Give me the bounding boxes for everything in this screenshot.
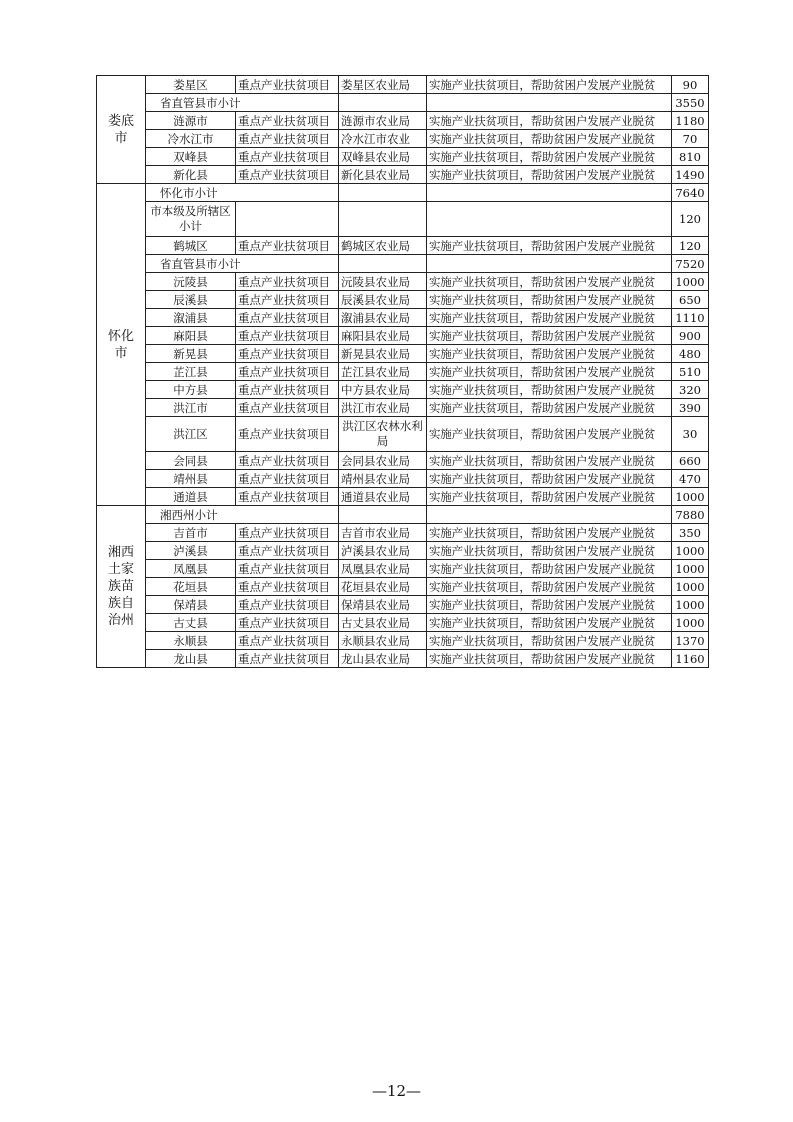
unit-cell bbox=[339, 94, 427, 112]
county-cell: 古丈县 bbox=[146, 614, 236, 632]
project-cell: 重点产业扶贫项目 bbox=[236, 309, 339, 327]
amount-cell: 650 bbox=[672, 291, 709, 309]
amount-cell: 470 bbox=[672, 470, 709, 488]
content-cell: 实施产业扶贫项目，帮助贫困户发展产业脱贫 bbox=[427, 273, 672, 291]
amount-cell: 480 bbox=[672, 345, 709, 363]
content-cell: 实施产业扶贫项目，帮助贫困户发展产业脱贫 bbox=[427, 291, 672, 309]
amount-cell: 30 bbox=[672, 417, 709, 452]
amount-cell: 1000 bbox=[672, 560, 709, 578]
amount-cell: 90 bbox=[672, 76, 709, 94]
amount-cell: 1000 bbox=[672, 273, 709, 291]
amount-cell: 810 bbox=[672, 148, 709, 166]
county-cell: 涟源市 bbox=[146, 112, 236, 130]
unit-cell: 麻阳县农业局 bbox=[339, 327, 427, 345]
project-cell: 重点产业扶贫项目 bbox=[236, 399, 339, 417]
table-row bbox=[97, 148, 709, 166]
content-cell: 实施产业扶贫项目，帮助贫困户发展产业脱贫 bbox=[427, 452, 672, 470]
unit-cell: 鹤城区农业局 bbox=[339, 237, 427, 255]
amount-cell: 7520 bbox=[672, 255, 709, 273]
amount-cell: 320 bbox=[672, 381, 709, 399]
amount-cell: 1000 bbox=[672, 614, 709, 632]
project-cell: 重点产业扶贫项目 bbox=[236, 381, 339, 399]
table-row bbox=[97, 345, 709, 363]
table-row bbox=[97, 614, 709, 632]
amount-cell: 120 bbox=[672, 237, 709, 255]
project-cell: 重点产业扶贫项目 bbox=[236, 560, 339, 578]
unit-cell: 溆浦县农业局 bbox=[339, 309, 427, 327]
amount-cell: 1000 bbox=[672, 488, 709, 506]
table-row bbox=[97, 237, 709, 255]
amount-cell: 1160 bbox=[672, 650, 709, 668]
unit-cell: 洪江区农林水利局 bbox=[339, 417, 427, 452]
table-row bbox=[97, 542, 709, 560]
table-row bbox=[97, 291, 709, 309]
county-cell: 保靖县 bbox=[146, 596, 236, 614]
project-cell: 重点产业扶贫项目 bbox=[236, 542, 339, 560]
table-row bbox=[97, 166, 709, 184]
project-cell: 重点产业扶贫项目 bbox=[236, 130, 339, 148]
subtotal-row bbox=[97, 255, 709, 273]
amount-cell: 660 bbox=[672, 452, 709, 470]
content-cell: 实施产业扶贫项目，帮助贫困户发展产业脱贫 bbox=[427, 470, 672, 488]
unit-cell bbox=[339, 202, 427, 237]
amount-cell: 1180 bbox=[672, 112, 709, 130]
unit-cell: 双峰县农业局 bbox=[339, 148, 427, 166]
table-row bbox=[97, 632, 709, 650]
unit-cell: 永顺县农业局 bbox=[339, 632, 427, 650]
content-cell: 实施产业扶贫项目，帮助贫困户发展产业脱贫 bbox=[427, 650, 672, 668]
unit-cell: 龙山县农业局 bbox=[339, 650, 427, 668]
subtotal-label: 湘西州小计 bbox=[146, 506, 339, 524]
content-cell: 实施产业扶贫项目，帮助贫困户发展产业脱贫 bbox=[427, 363, 672, 381]
county-cell: 溆浦县 bbox=[146, 309, 236, 327]
amount-cell: 350 bbox=[672, 524, 709, 542]
amount-cell: 1370 bbox=[672, 632, 709, 650]
table-row bbox=[97, 399, 709, 417]
amount-cell: 1000 bbox=[672, 578, 709, 596]
content-cell: 实施产业扶贫项目，帮助贫困户发展产业脱贫 bbox=[427, 596, 672, 614]
content-cell: 实施产业扶贫项目，帮助贫困户发展产业脱贫 bbox=[427, 309, 672, 327]
county-cell: 新晃县 bbox=[146, 345, 236, 363]
amount-cell: 120 bbox=[672, 202, 709, 237]
unit-cell: 涟源市农业局 bbox=[339, 112, 427, 130]
unit-cell: 凤凰县农业局 bbox=[339, 560, 427, 578]
county-cell: 沅陵县 bbox=[146, 273, 236, 291]
project-cell: 重点产业扶贫项目 bbox=[236, 614, 339, 632]
project-cell: 重点产业扶贫项目 bbox=[236, 452, 339, 470]
content-cell bbox=[427, 255, 672, 273]
content-cell: 实施产业扶贫项目，帮助贫困户发展产业脱贫 bbox=[427, 399, 672, 417]
county-cell: 龙山县 bbox=[146, 650, 236, 668]
table-row bbox=[97, 112, 709, 130]
amount-cell: 1110 bbox=[672, 309, 709, 327]
county-cell: 麻阳县 bbox=[146, 327, 236, 345]
project-cell: 重点产业扶贫项目 bbox=[236, 291, 339, 309]
project-cell bbox=[236, 202, 339, 237]
project-cell: 重点产业扶贫项目 bbox=[236, 524, 339, 542]
amount-cell: 7640 bbox=[672, 184, 709, 202]
content-cell: 实施产业扶贫项目，帮助贫困户发展产业脱贫 bbox=[427, 614, 672, 632]
unit-cell: 娄星区农业局 bbox=[339, 76, 427, 94]
table-row bbox=[97, 452, 709, 470]
county-cell: 中方县 bbox=[146, 381, 236, 399]
content-cell bbox=[427, 94, 672, 112]
page-number: —12— bbox=[371, 1082, 422, 1100]
content-cell: 实施产业扶贫项目，帮助贫困户发展产业脱贫 bbox=[427, 417, 672, 452]
amount-cell: 3550 bbox=[672, 94, 709, 112]
amount-cell: 70 bbox=[672, 130, 709, 148]
project-cell: 重点产业扶贫项目 bbox=[236, 112, 339, 130]
county-cell: 凤凰县 bbox=[146, 560, 236, 578]
unit-cell: 保靖县农业局 bbox=[339, 596, 427, 614]
content-cell: 实施产业扶贫项目，帮助贫困户发展产业脱贫 bbox=[427, 112, 672, 130]
unit-cell: 会同县农业局 bbox=[339, 452, 427, 470]
content-cell: 实施产业扶贫项目，帮助贫困户发展产业脱贫 bbox=[427, 560, 672, 578]
county-cell: 洪江市 bbox=[146, 399, 236, 417]
subtotal-label: 省直管县市小计 bbox=[146, 94, 339, 112]
content-cell bbox=[427, 202, 672, 237]
project-cell: 重点产业扶贫项目 bbox=[236, 596, 339, 614]
unit-cell bbox=[339, 184, 427, 202]
county-cell: 娄星区 bbox=[146, 76, 236, 94]
table-row bbox=[97, 596, 709, 614]
county-cell: 花垣县 bbox=[146, 578, 236, 596]
county-cell: 冷水江市 bbox=[146, 130, 236, 148]
county-cell: 洪江区 bbox=[146, 417, 236, 452]
content-cell bbox=[427, 506, 672, 524]
county-cell: 会同县 bbox=[146, 452, 236, 470]
project-cell: 重点产业扶贫项目 bbox=[236, 327, 339, 345]
content-cell bbox=[427, 184, 672, 202]
unit-cell: 辰溪县农业局 bbox=[339, 291, 427, 309]
county-cell: 双峰县 bbox=[146, 148, 236, 166]
county-cell: 新化县 bbox=[146, 166, 236, 184]
unit-cell: 泸溪县农业局 bbox=[339, 542, 427, 560]
unit-cell: 新化县农业局 bbox=[339, 166, 427, 184]
content-cell: 实施产业扶贫项目，帮助贫困户发展产业脱贫 bbox=[427, 76, 672, 94]
content-cell: 实施产业扶贫项目，帮助贫困户发展产业脱贫 bbox=[427, 166, 672, 184]
table-row bbox=[97, 578, 709, 596]
unit-cell: 芷江县农业局 bbox=[339, 363, 427, 381]
content-cell: 实施产业扶贫项目，帮助贫困户发展产业脱贫 bbox=[427, 148, 672, 166]
county-cell: 永顺县 bbox=[146, 632, 236, 650]
project-cell: 重点产业扶贫项目 bbox=[236, 148, 339, 166]
table-row bbox=[97, 130, 709, 148]
unit-cell bbox=[339, 506, 427, 524]
county-cell: 鹤城区 bbox=[146, 237, 236, 255]
table-row bbox=[97, 273, 709, 291]
amount-cell: 1000 bbox=[672, 542, 709, 560]
table-row bbox=[97, 470, 709, 488]
unit-cell: 新晃县农业局 bbox=[339, 345, 427, 363]
county-cell: 芷江县 bbox=[146, 363, 236, 381]
table-row bbox=[97, 202, 709, 237]
project-cell: 重点产业扶贫项目 bbox=[236, 273, 339, 291]
table-row bbox=[97, 650, 709, 668]
county-cell: 市本级及所辖区小计 bbox=[146, 202, 236, 237]
table-row bbox=[97, 417, 709, 452]
unit-cell: 冷水江市农业 bbox=[339, 130, 427, 148]
unit-cell: 花垣县农业局 bbox=[339, 578, 427, 596]
project-cell: 重点产业扶贫项目 bbox=[236, 632, 339, 650]
amount-cell: 1000 bbox=[672, 596, 709, 614]
table-row bbox=[97, 488, 709, 506]
allocation-table bbox=[96, 75, 709, 668]
amount-cell: 900 bbox=[672, 327, 709, 345]
subtotal-row bbox=[97, 184, 709, 202]
project-cell: 重点产业扶贫项目 bbox=[236, 417, 339, 452]
subtotal-label: 省直管县市小计 bbox=[146, 255, 339, 273]
county-cell: 辰溪县 bbox=[146, 291, 236, 309]
county-cell: 靖州县 bbox=[146, 470, 236, 488]
unit-cell: 中方县农业局 bbox=[339, 381, 427, 399]
county-cell: 泸溪县 bbox=[146, 542, 236, 560]
content-cell: 实施产业扶贫项目，帮助贫困户发展产业脱贫 bbox=[427, 381, 672, 399]
county-cell: 吉首市 bbox=[146, 524, 236, 542]
table-row bbox=[97, 309, 709, 327]
content-cell: 实施产业扶贫项目，帮助贫困户发展产业脱贫 bbox=[427, 524, 672, 542]
city-cell: 湘西土家族苗族自治州 bbox=[97, 506, 146, 668]
amount-cell: 7880 bbox=[672, 506, 709, 524]
project-cell: 重点产业扶贫项目 bbox=[236, 578, 339, 596]
project-cell: 重点产业扶贫项目 bbox=[236, 166, 339, 184]
unit-cell: 靖州县农业局 bbox=[339, 470, 427, 488]
content-cell: 实施产业扶贫项目，帮助贫困户发展产业脱贫 bbox=[427, 488, 672, 506]
project-cell: 重点产业扶贫项目 bbox=[236, 345, 339, 363]
amount-cell: 510 bbox=[672, 363, 709, 381]
table-row bbox=[97, 327, 709, 345]
project-cell: 重点产业扶贫项目 bbox=[236, 488, 339, 506]
content-cell: 实施产业扶贫项目，帮助贫困户发展产业脱贫 bbox=[427, 237, 672, 255]
unit-cell: 洪江市农业局 bbox=[339, 399, 427, 417]
unit-cell: 古丈县农业局 bbox=[339, 614, 427, 632]
content-cell: 实施产业扶贫项目，帮助贫困户发展产业脱贫 bbox=[427, 130, 672, 148]
table-row bbox=[97, 560, 709, 578]
city-cell: 怀化市 bbox=[97, 184, 146, 506]
content-cell: 实施产业扶贫项目，帮助贫困户发展产业脱贫 bbox=[427, 327, 672, 345]
unit-cell: 沅陵县农业局 bbox=[339, 273, 427, 291]
content-cell: 实施产业扶贫项目，帮助贫困户发展产业脱贫 bbox=[427, 578, 672, 596]
table-row bbox=[97, 363, 709, 381]
amount-cell: 390 bbox=[672, 399, 709, 417]
project-cell: 重点产业扶贫项目 bbox=[236, 76, 339, 94]
subtotal-label: 怀化市小计 bbox=[146, 184, 339, 202]
unit-cell bbox=[339, 255, 427, 273]
project-cell: 重点产业扶贫项目 bbox=[236, 470, 339, 488]
subtotal-row bbox=[97, 506, 709, 524]
content-cell: 实施产业扶贫项目，帮助贫困户发展产业脱贫 bbox=[427, 632, 672, 650]
table-row bbox=[97, 524, 709, 542]
project-cell: 重点产业扶贫项目 bbox=[236, 363, 339, 381]
content-cell: 实施产业扶贫项目，帮助贫困户发展产业脱贫 bbox=[427, 345, 672, 363]
project-cell: 重点产业扶贫项目 bbox=[236, 650, 339, 668]
table-body bbox=[97, 76, 709, 668]
unit-cell: 吉首市农业局 bbox=[339, 524, 427, 542]
project-cell: 重点产业扶贫项目 bbox=[236, 237, 339, 255]
city-cell: 娄底市 bbox=[97, 76, 146, 184]
subtotal-row bbox=[97, 94, 709, 112]
unit-cell: 通道县农业局 bbox=[339, 488, 427, 506]
amount-cell: 1490 bbox=[672, 166, 709, 184]
county-cell: 通道县 bbox=[146, 488, 236, 506]
table-row bbox=[97, 76, 709, 94]
table-row bbox=[97, 381, 709, 399]
content-cell: 实施产业扶贫项目，帮助贫困户发展产业脱贫 bbox=[427, 542, 672, 560]
